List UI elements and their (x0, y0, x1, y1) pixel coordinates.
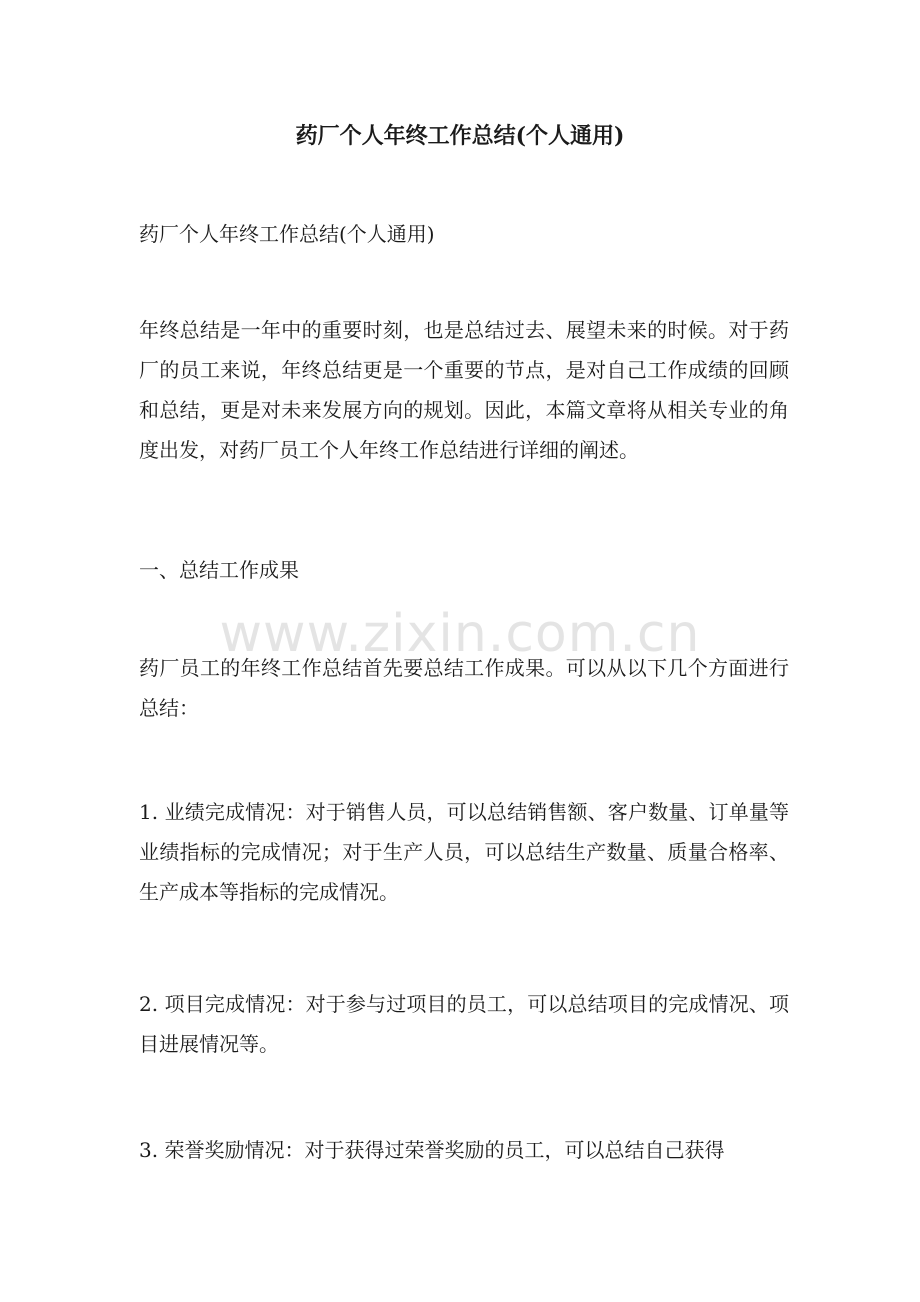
document-title: 药厂个人年终工作总结(个人通用) (295, 123, 625, 149)
intro-paragraph: 年终总结是一年中的重要时刻，也是总结过去、展望未来的时候。对于药厂的员工来说，年终总结更是一个重要的节点，是对自己工作成绩的回顾和总结，更是对未来发展方向的规划。因此，本篇文章将从相关专业的角度出发，对药厂员工个人年终工作总结进行详细的阐述。 (139, 318, 789, 462)
section-heading: 一、总结工作成果 (139, 558, 299, 582)
list-item-1: 1. 业绩完成情况：对于销售人员，可以总结销售额、客户数量、订单量等业绩指标的完成情况；对于生产人员，可以总结生产数量、质量合格率、生产成本等指标的完成情况。 (139, 800, 789, 904)
watermark: www.zixin.com.cn (219, 604, 701, 664)
list-item-2: 2. 项目完成情况：对于参与过项目的员工，可以总结项目的完成情况、项目进展情况等。 (139, 992, 789, 1056)
section-intro-paragraph: 药厂员工的年终工作总结首先要总结工作成果。可以从以下几个方面进行总结： (139, 656, 789, 720)
document-subtitle: 药厂个人年终工作总结(个人通用) (139, 222, 435, 246)
list-item-3: 3. 荣誉奖励情况：对于获得过荣誉奖励的员工，可以总结自己获得 (139, 1138, 725, 1162)
